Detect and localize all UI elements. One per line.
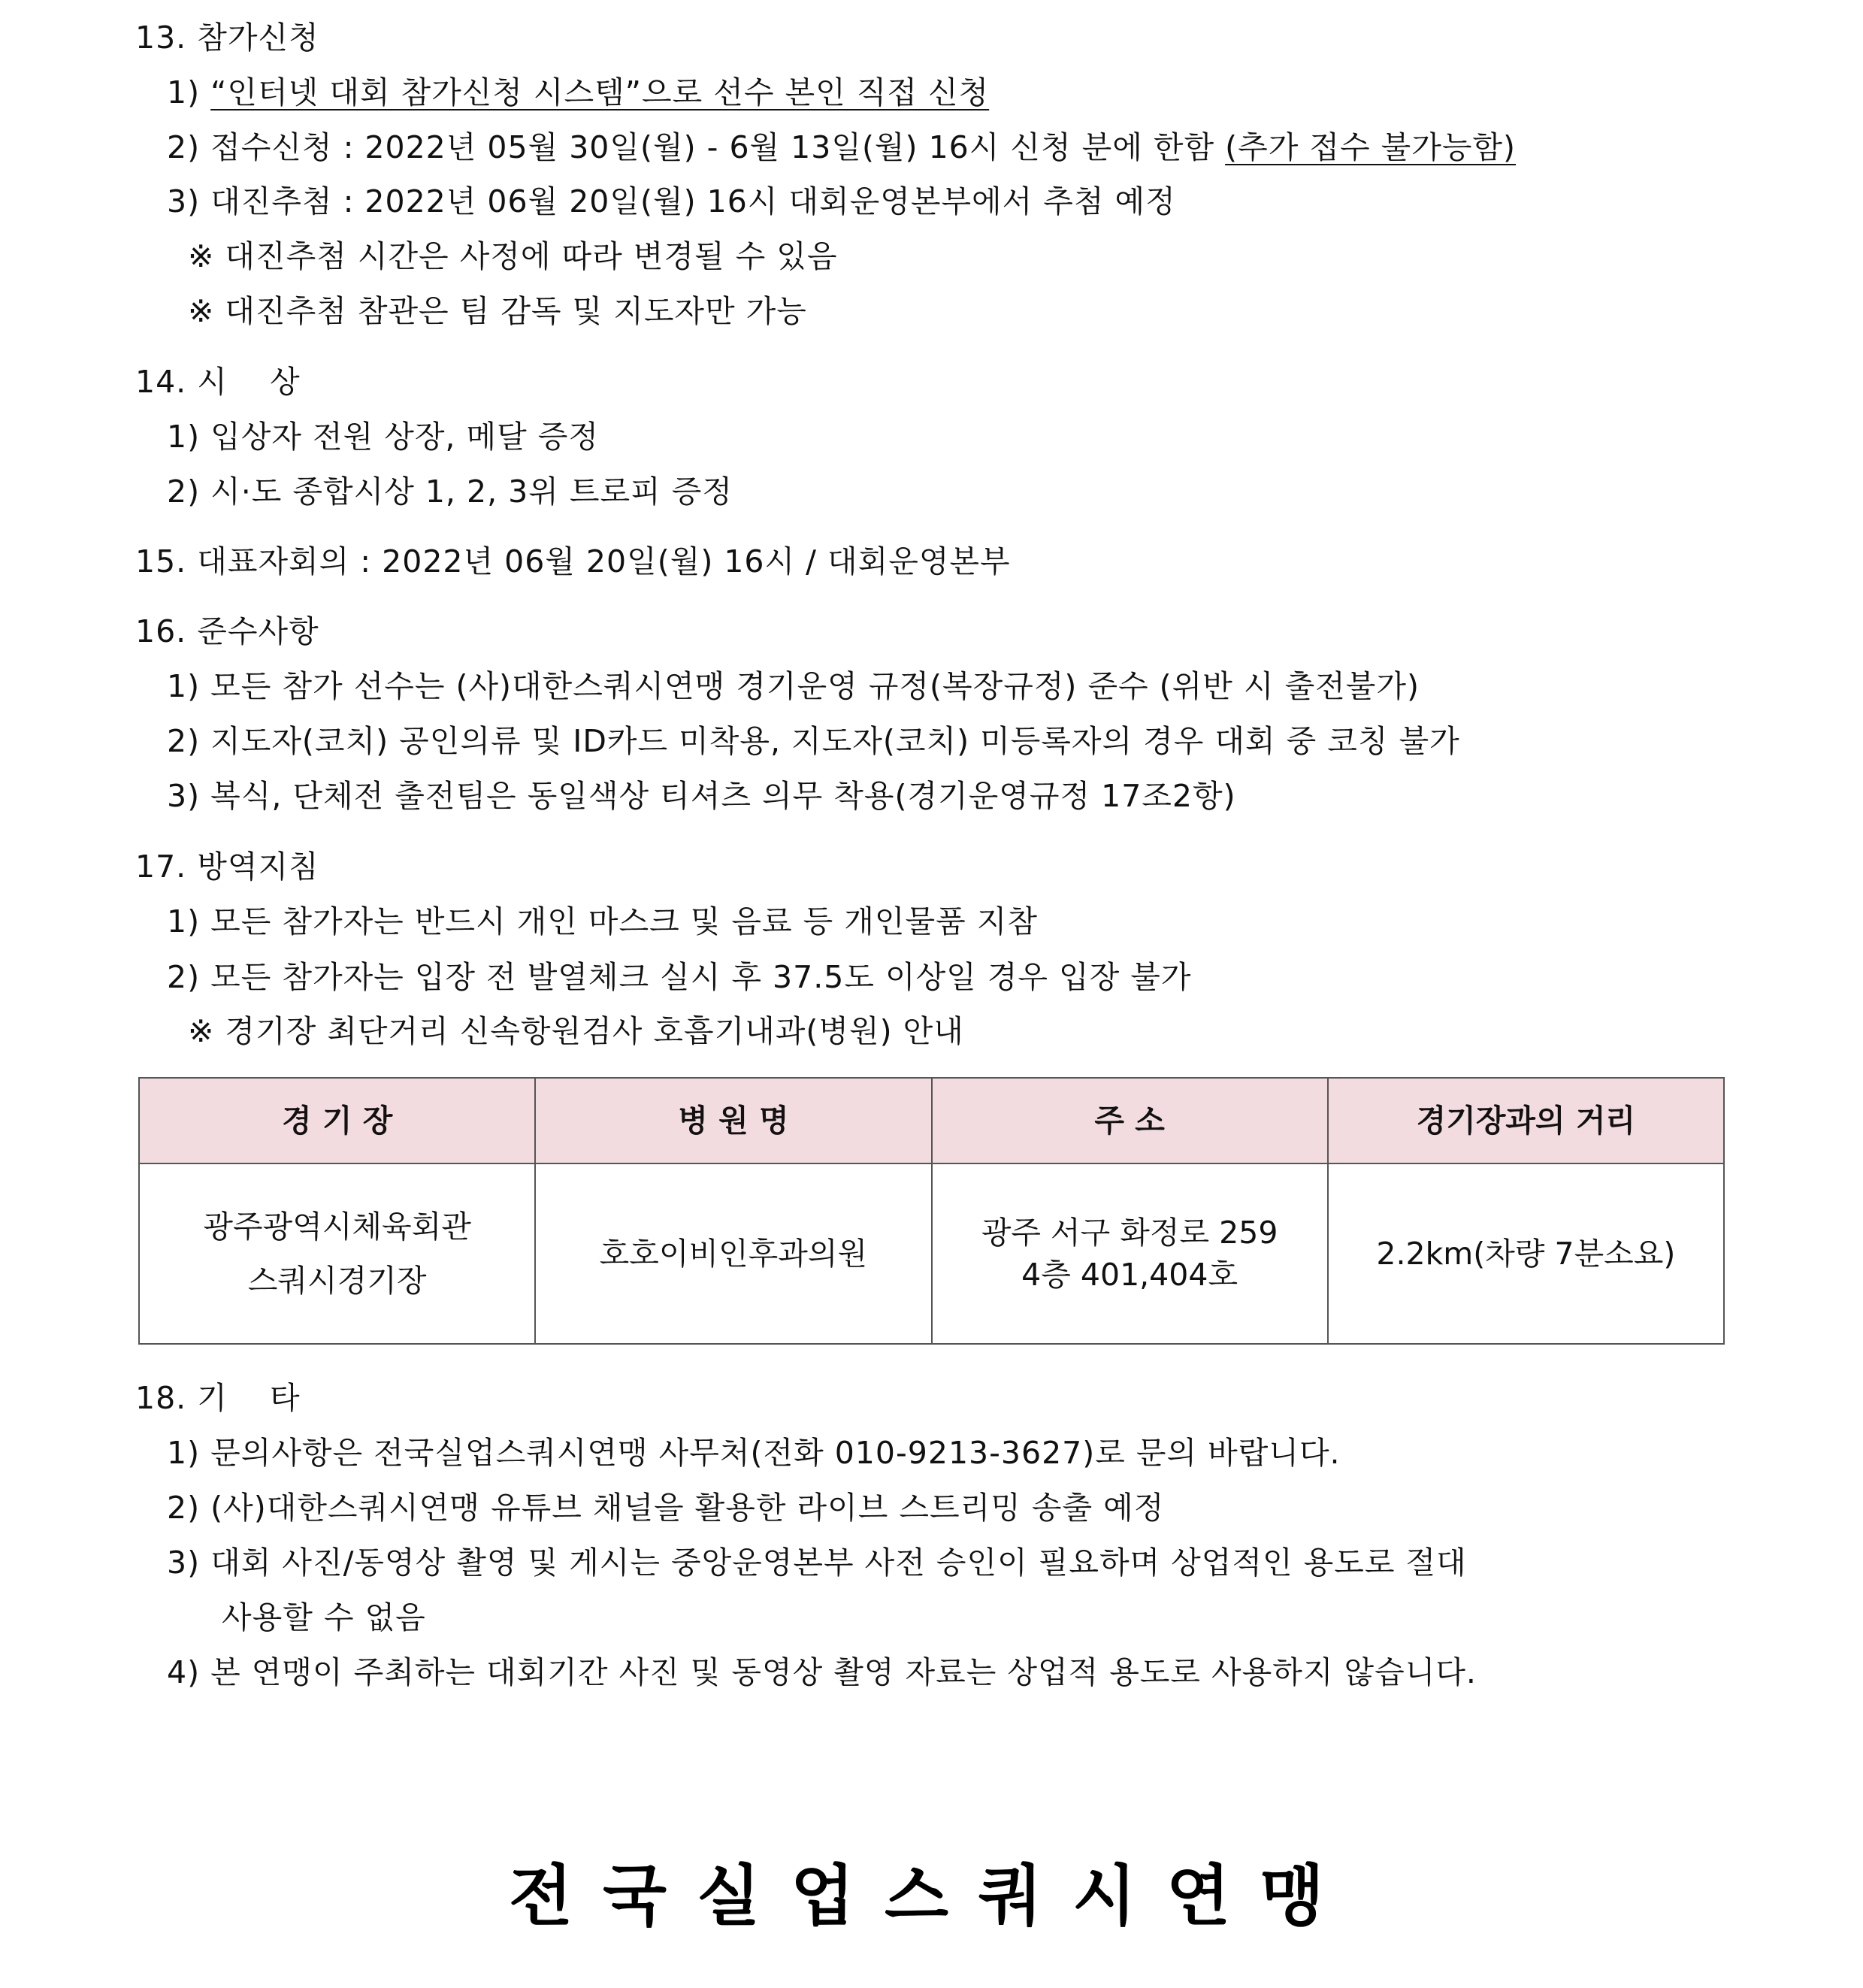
section-13-item-2 <box>167 125 1516 170</box>
venue-cell <box>139 1163 535 1344</box>
section-14-item-1: 1) 입상자 전원 상장, 메달 증정 <box>167 419 599 455</box>
header-venue: 경 기 장 <box>139 1078 535 1163</box>
section-16-item-1: 1) 모든 참가 선수는 (사)대한스쿼시연맹 경기운영 규정(복장규정) 준수 (위반 시 출전불가) <box>167 668 1420 704</box>
section-13-note-1: ※ 대진추첨 시간은 사정에 따라 변경될 수 있음 <box>188 238 838 274</box>
address-line-2: 4층 401,404호 <box>1021 1257 1238 1293</box>
section-14-title: 14. 시 상 <box>135 364 301 400</box>
section-14-item-2: 2) 시·도 종합시상 1, 2, 3위 트로피 증정 <box>167 474 733 510</box>
section-18-title: 18. 기 타 <box>135 1380 301 1416</box>
section-13-title: 13. 참가신청 <box>135 20 319 56</box>
section-18-item-3-line-1: 3) 대회 사진/동영상 촬영 및 게시는 중앙운영본부 사전 승인이 필요하며 상업적인 용도로 절대 <box>167 1545 1467 1581</box>
section-15-title: 15. 대표자회의 : 2022년 06월 20일(월) 16시 / 대회운영본부 <box>135 543 1011 579</box>
section-16-item-3: 3) 복식, 단체전 출전팀은 동일색상 티셔츠 의무 착용(경기운영규정 17조2항) <box>167 778 1236 814</box>
item-2-main: 2) 접수신청 : 2022년 05월 30일(월) - 6월 13일(월) 16시 신청 분에 한함 <box>167 129 1226 165</box>
address-line-1: 광주 서구 화정로 259 <box>981 1215 1278 1251</box>
header-address: 주 소 <box>932 1078 1328 1163</box>
section-17-item-1: 1) 모든 참가자는 반드시 개인 마스크 및 음료 등 개인물품 지참 <box>167 903 1038 940</box>
hospital-cell: 호호이비인후과의원 <box>535 1163 931 1344</box>
venue-line-2: 스쿼시경기장 <box>247 1263 427 1299</box>
clinic-info-table <box>138 1077 1725 1345</box>
section-16-title: 16. 준수사항 <box>135 613 319 649</box>
organization-name: 전국실업스쿼시연맹 <box>508 1857 1355 1935</box>
header-distance: 경기장과의 거리 <box>1328 1078 1724 1163</box>
section-13-item-1 <box>167 70 989 115</box>
item-1-prefix: 1) <box>167 74 211 110</box>
section-18-item-3-line-2: 사용할 수 없음 <box>222 1599 426 1635</box>
section-18-item-4: 4) 본 연맹이 주최하는 대회기간 사진 및 동영상 촬영 자료는 상업적 용도로 사용하지 않습니다. <box>167 1654 1477 1690</box>
section-13-note-2: ※ 대진추첨 참관은 팀 감독 및 지도자만 가능 <box>188 293 807 329</box>
section-17-item-2: 2) 모든 참가자는 입장 전 발열체크 실시 후 37.5도 이상일 경우 입장 불가 <box>167 959 1192 995</box>
address-cell <box>932 1163 1328 1344</box>
table-row <box>139 1163 1724 1344</box>
section-17-note-1: ※ 경기장 최단거리 신속항원검사 호흡기내과(병원) 안내 <box>188 1013 964 1049</box>
section-18-item-2: 2) (사)대한스쿼시연맹 유튜브 채널을 활용한 라이브 스트리밍 송출 예정 <box>167 1490 1165 1526</box>
distance-cell: 2.2km(차량 7분소요) <box>1328 1163 1724 1344</box>
section-13-item-3: 3) 대진추첨 : 2022년 06월 20일(월) 16시 대회운영본부에서 추첨 예정 <box>167 183 1176 219</box>
section-16-item-2: 2) 지도자(코치) 공인의류 및 ID카드 미착용, 지도자(코치) 미등록자의 경우 대회 중 코칭 불가 <box>167 723 1460 759</box>
item-2-underlined: (추가 접수 불가능함) <box>1225 129 1517 165</box>
table-header-row <box>139 1078 1724 1163</box>
header-hospital: 병 원 명 <box>535 1078 931 1163</box>
section-17-title: 17. 방역지침 <box>135 849 319 885</box>
venue-line-1: 광주광역시체육회관 <box>203 1209 471 1245</box>
item-1-underlined: “인터넷 대회 참가신청 시스템”으로 선수 본인 직접 신청 <box>210 74 990 110</box>
section-18-item-1: 1) 문의사항은 전국실업스쿼시연맹 사무처(전화 010-9213-3627)로 문의 바랍니다. <box>167 1435 1341 1471</box>
